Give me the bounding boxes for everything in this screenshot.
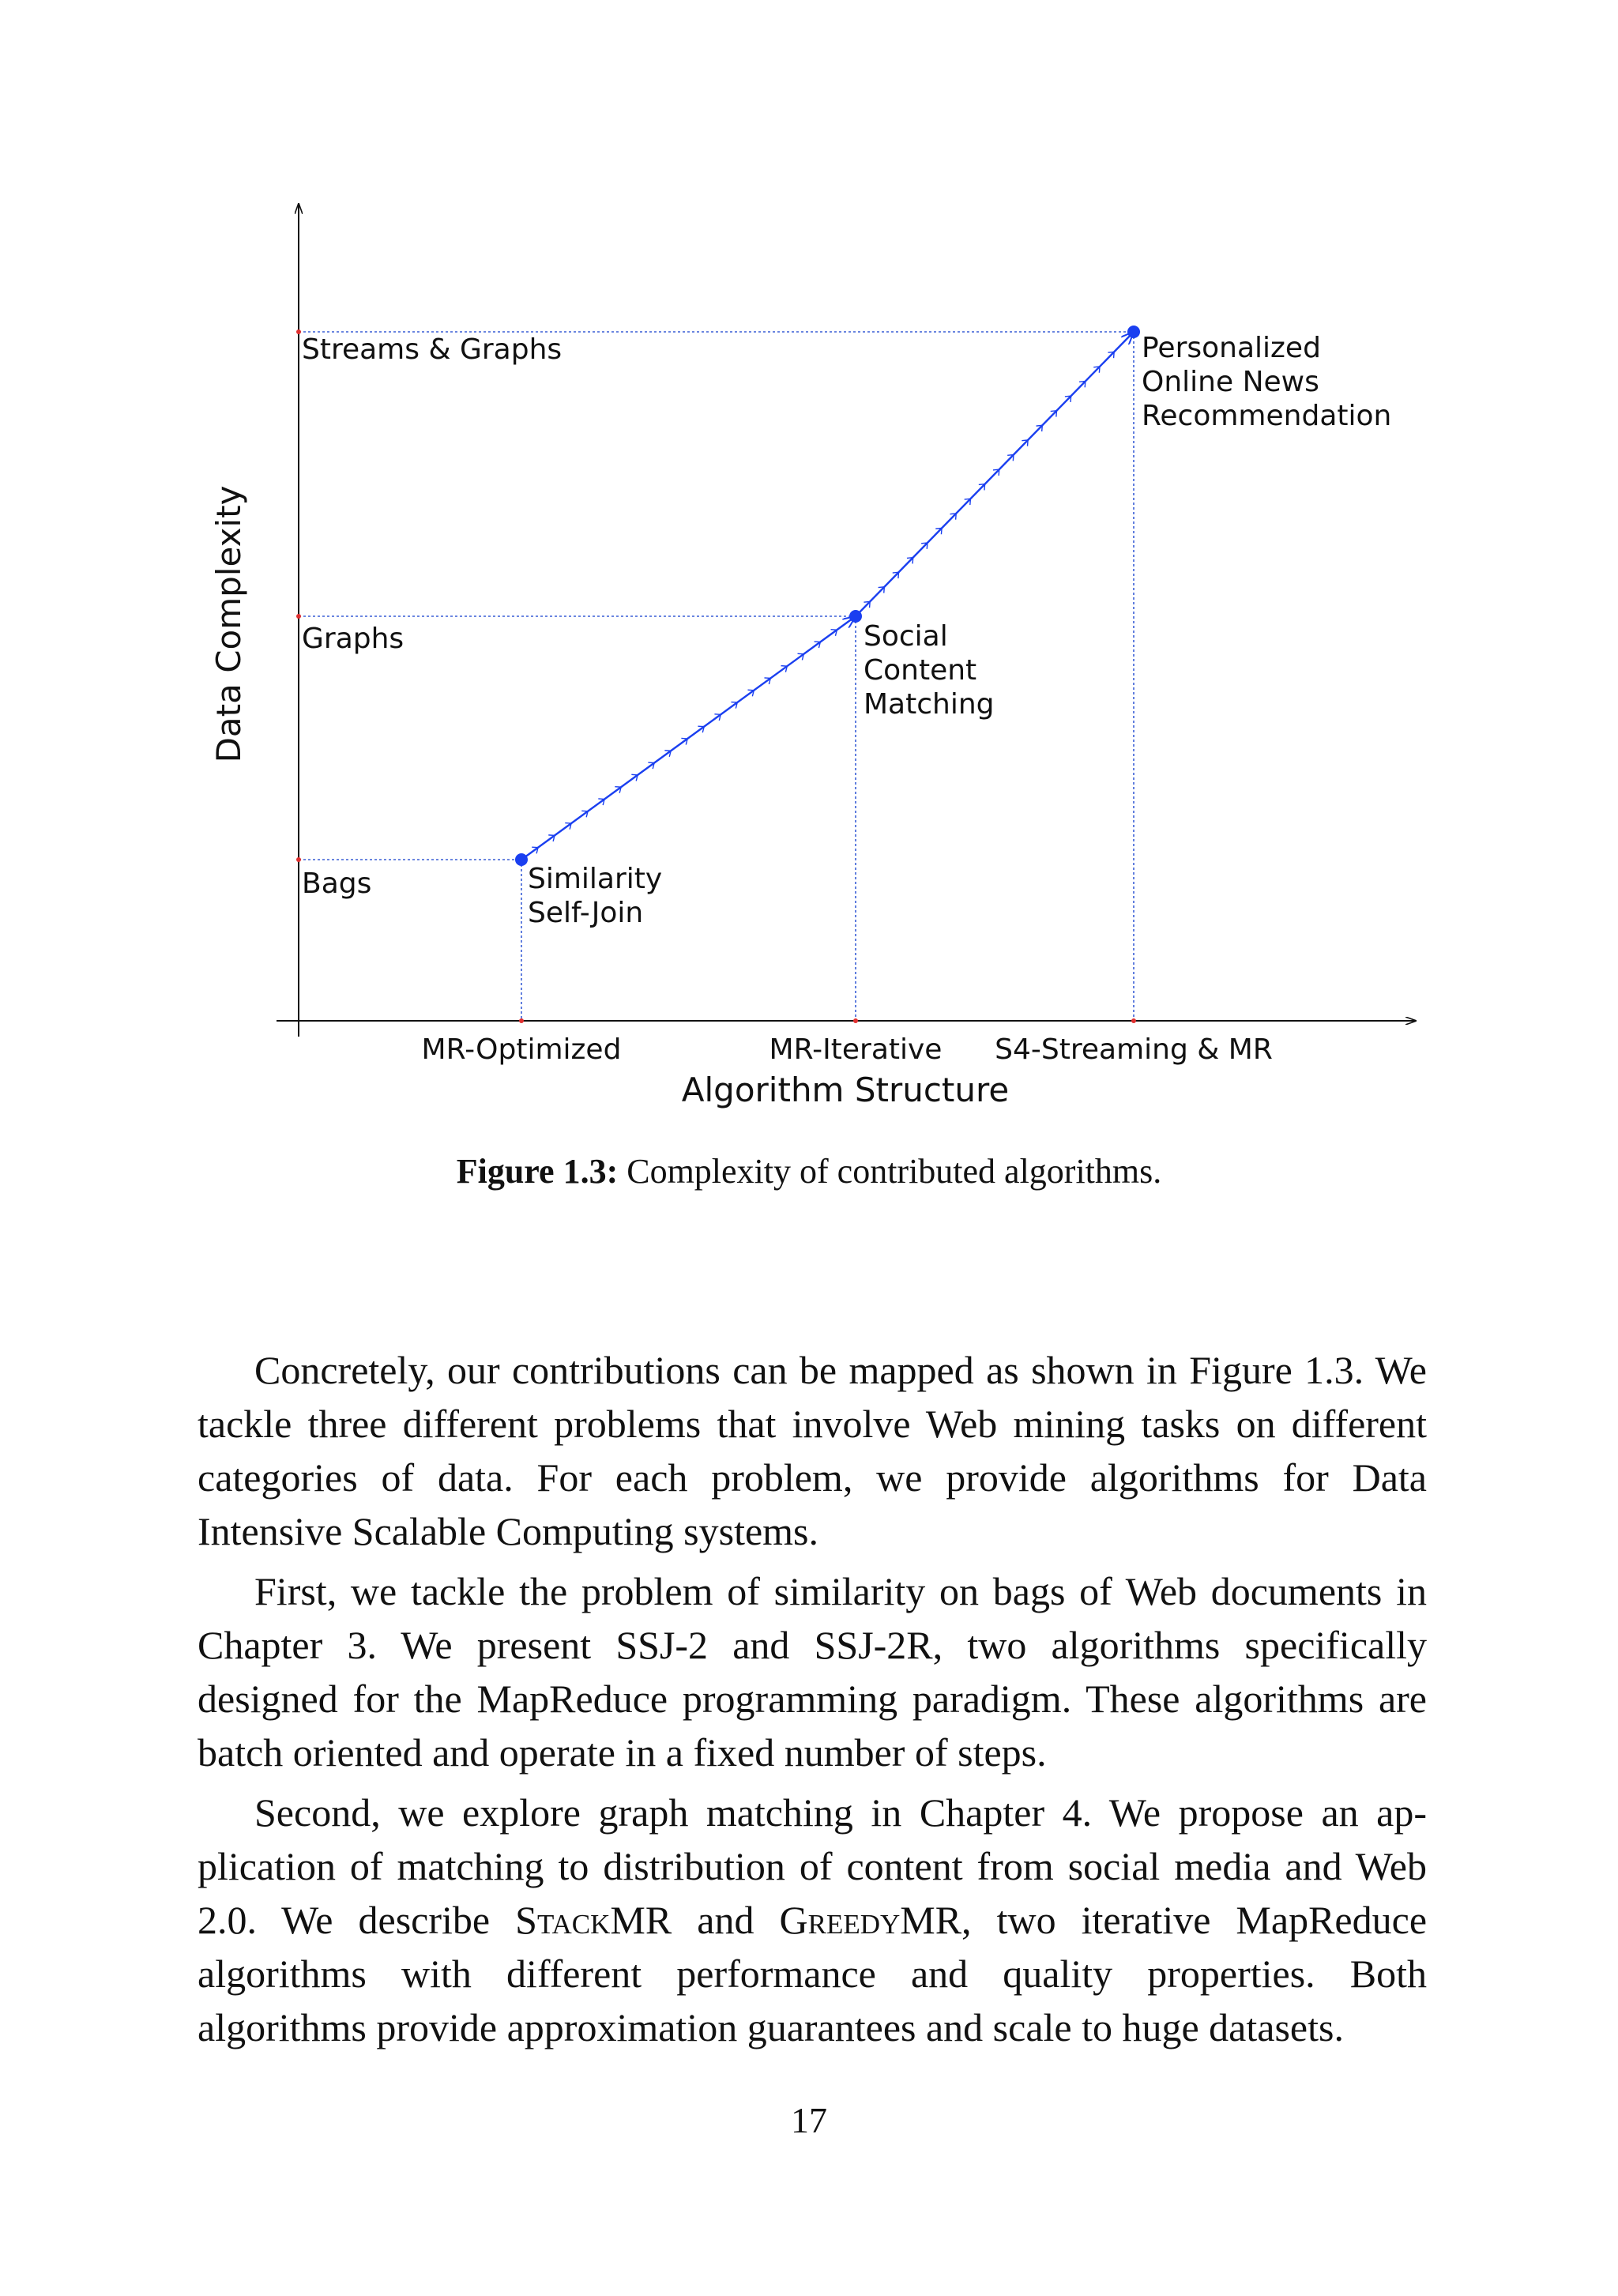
point-label-line: Similarity xyxy=(528,863,663,895)
small-caps-text: Greedy xyxy=(779,1898,901,1942)
paragraph: Concretely, our contributions can be mapped as shown in Figure 1.3. We tackle three different problems that involve Web mining tasks on different categories of data. For each problem, we provide algorithms for Data Intensive Scalable Computing systems. xyxy=(198,1348,1427,1553)
y-tick-mark xyxy=(296,614,301,619)
guide-lines xyxy=(299,332,1134,1021)
point-label-line: Content xyxy=(864,654,977,687)
small-caps-text: Stack xyxy=(515,1898,611,1942)
point-label-line: Personalized xyxy=(1142,332,1321,364)
figure-label: Figure 1.3: xyxy=(456,1152,619,1191)
point-label-news xyxy=(1142,332,1391,432)
y-axis-label: Data Complexity xyxy=(209,485,248,763)
axis-ticks xyxy=(296,329,1136,1023)
x-tick-mark xyxy=(853,1018,858,1023)
y-tick-label: Streams & Graphs xyxy=(302,333,563,366)
x-tick-mark xyxy=(519,1018,524,1023)
y-tick-label: Bags xyxy=(302,868,372,900)
point-label-line: Matching xyxy=(864,688,995,721)
data-point xyxy=(1127,326,1140,338)
data-point xyxy=(515,853,528,866)
paragraph: First, we tackle the problem of similarity on bags of Web documents in Chapter 3. We present SSJ-2 and SSJ-2R, two algorithms specifically designed for the MapReduce programming paradigm. These algorithms are batch oriented and operate in a fixed number of steps. xyxy=(198,1569,1427,1775)
complexity-figure xyxy=(0,0,1618,1138)
x-tick-label: S4-Streaming & MR xyxy=(995,1033,1273,1066)
y-tick-label: Graphs xyxy=(302,623,404,655)
paragraph xyxy=(198,1786,1427,2054)
paragraph-text: MR and xyxy=(610,1898,780,1942)
x-tick-mark xyxy=(1131,1018,1136,1023)
point-label-line: Social xyxy=(864,620,948,653)
y-tick-mark xyxy=(296,329,301,334)
point-label-similarity xyxy=(528,863,662,929)
contribution-series xyxy=(521,332,1134,860)
x-tick-label: MR-Iterative xyxy=(769,1033,943,1066)
point-label-line: Recommendation xyxy=(1142,400,1392,432)
figure-caption xyxy=(0,1150,1618,1194)
figure-caption-text: Complexity of contributed algorithms. xyxy=(618,1152,1162,1191)
y-tick-mark xyxy=(296,857,301,862)
series-segment xyxy=(856,332,1134,616)
page-number: 17 xyxy=(791,2100,827,2140)
point-label-line: Online News xyxy=(1142,366,1319,398)
point-label-social xyxy=(864,620,995,721)
data-point xyxy=(849,610,862,623)
body-text xyxy=(198,1343,1427,2061)
paragraph-text: Second, we explore graph matching in Chapter 4. We propose an application of matching to distribution of content from social media and Web 2.0. We describe xyxy=(198,1790,1427,1942)
point-label-line: Self-Join xyxy=(528,897,644,929)
paragraph-text: MR, two iterative MapReduce algorithms with different performance and quality properties. Both algorithms provide approximation guarantees and scale to huge datasets. xyxy=(198,1898,1428,2049)
data-points xyxy=(515,326,1140,866)
x-axis-label: Algorithm Structure xyxy=(681,1071,1010,1109)
x-tick-label: MR-Optimized xyxy=(421,1033,622,1066)
